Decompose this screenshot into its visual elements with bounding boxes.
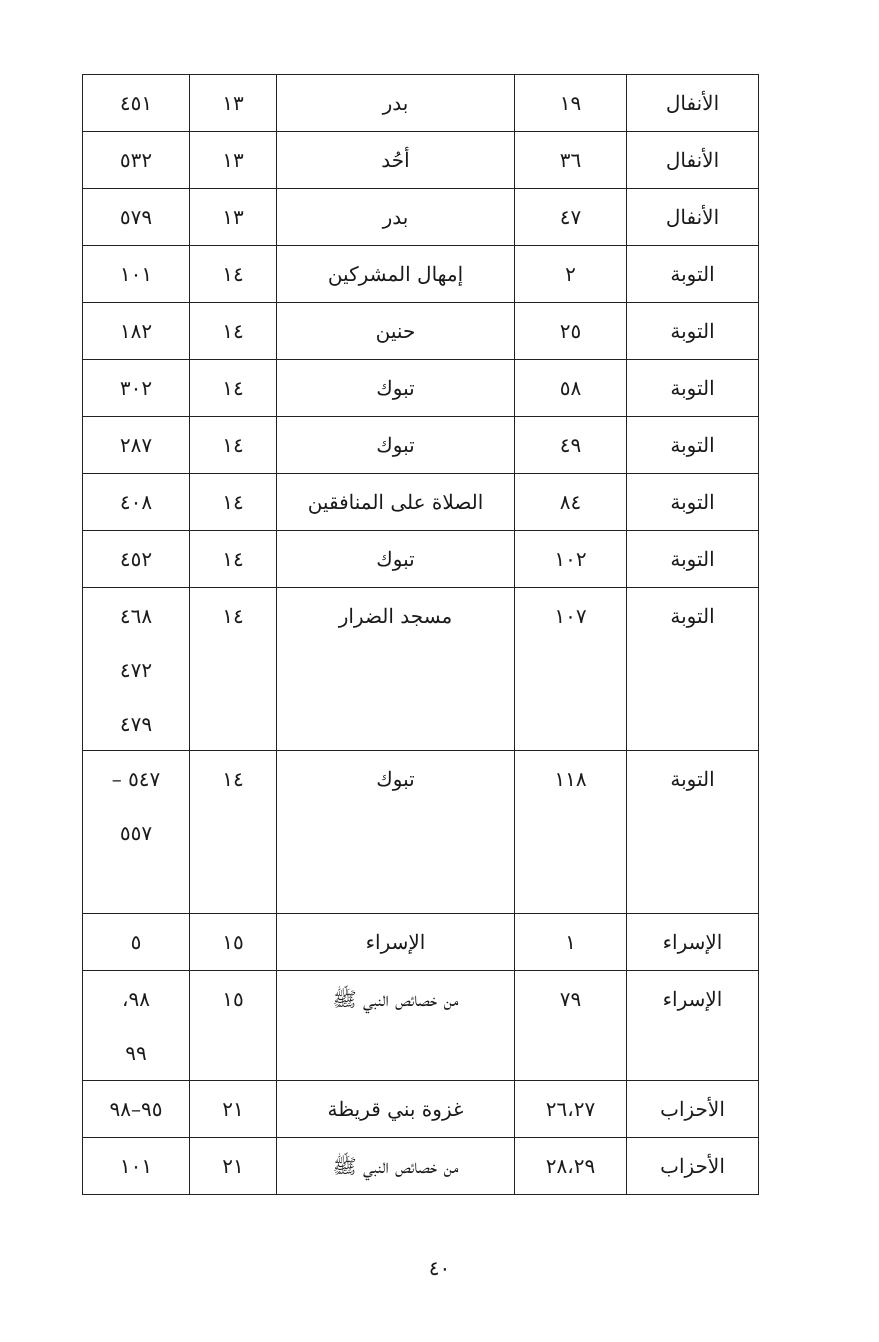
pages-cell	[83, 246, 190, 303]
topic-cell: تبوك	[277, 531, 515, 588]
part-cell: ١٥	[190, 914, 277, 971]
ayah-cell: ٥٨	[515, 360, 627, 417]
surah-cell: الأنفال	[627, 132, 759, 189]
page-ref: ٤٥١	[119, 91, 153, 115]
pages-cell	[83, 189, 190, 246]
page-ref: ٩٩	[125, 1041, 147, 1065]
table-row	[83, 132, 759, 189]
table-row	[83, 751, 759, 914]
ayah-cell: ١٩	[515, 75, 627, 132]
index-table-body	[83, 75, 759, 1195]
table-row	[83, 588, 759, 751]
table-row	[83, 914, 759, 971]
table-row	[83, 303, 759, 360]
surah-cell: الأحزاب	[627, 1138, 759, 1195]
table-row	[83, 360, 759, 417]
table-row	[83, 474, 759, 531]
pages-cell	[83, 1081, 190, 1138]
table-row	[83, 971, 759, 1081]
surah-cell: التوبة	[627, 751, 759, 914]
page-ref: ١٨٢	[119, 319, 153, 343]
pages-cell	[83, 303, 190, 360]
page-ref: ٩٥–٩٨	[109, 1097, 163, 1121]
part-cell: ١٣	[190, 132, 277, 189]
ayah-cell: ٢٦،٢٧	[515, 1081, 627, 1138]
ayah-cell: ١٠٧	[515, 588, 627, 751]
topic-cell: مسجد الضرار	[277, 588, 515, 751]
page-ref: ٥٧٩	[119, 205, 153, 229]
page-ref: ٩٨،	[122, 987, 150, 1011]
page-ref: ٥٣٢	[119, 148, 153, 172]
topic-cell: بدر	[277, 75, 515, 132]
ayah-cell: ١	[515, 914, 627, 971]
topic-cell: غزوة بني قريظة	[277, 1081, 515, 1138]
ayah-cell: ١١٨	[515, 751, 627, 914]
page-ref: ٥	[130, 930, 142, 954]
part-cell: ١٤	[190, 417, 277, 474]
surah-cell: التوبة	[627, 417, 759, 474]
surah-cell: الإسراء	[627, 971, 759, 1081]
part-cell: ١٤	[190, 360, 277, 417]
ayah-cell: ١٠٢	[515, 531, 627, 588]
surah-cell: التوبة	[627, 531, 759, 588]
surah-cell: الأنفال	[627, 189, 759, 246]
topic-cell: بدر	[277, 189, 515, 246]
ayah-cell: ٢٥	[515, 303, 627, 360]
pages-cell	[83, 971, 190, 1081]
table-row	[83, 1081, 759, 1138]
topic-cell: الإسراء	[277, 914, 515, 971]
index-table	[82, 74, 759, 1195]
pages-cell	[83, 1138, 190, 1195]
topic-cell: تبوك	[277, 360, 515, 417]
topic-cell: أحُد	[277, 132, 515, 189]
ayah-cell: ٤٩	[515, 417, 627, 474]
page-number: ٤٠	[428, 1256, 451, 1280]
pages-cell	[83, 751, 190, 914]
ayah-cell: ٧٩	[515, 971, 627, 1081]
part-cell: ٢١	[190, 1081, 277, 1138]
ayah-cell: ٣٦	[515, 132, 627, 189]
topic-cell: تبوك	[277, 751, 515, 914]
part-cell: ١٤	[190, 751, 277, 914]
pages-cell	[83, 417, 190, 474]
page-ref: ١٠١	[119, 1154, 153, 1178]
ayah-cell: ٢	[515, 246, 627, 303]
topic-cell: الصلاة على المنافقين	[277, 474, 515, 531]
page-ref: ٥٥٧	[119, 821, 153, 845]
ayah-cell: ٤٧	[515, 189, 627, 246]
page-ref: ٤٠٨	[119, 490, 153, 514]
part-cell: ١٥	[190, 971, 277, 1081]
page-ref: ٤٧٢	[119, 658, 153, 682]
part-cell: ١٤	[190, 246, 277, 303]
part-cell: ١٤	[190, 474, 277, 531]
page-ref: ٥٤٧ –	[111, 767, 161, 791]
pages-cell	[83, 474, 190, 531]
pages-cell	[83, 588, 190, 751]
page-ref: ٤٦٨	[119, 604, 153, 628]
surah-cell: الأنفال	[627, 75, 759, 132]
pages-cell	[83, 360, 190, 417]
part-cell: ١٣	[190, 189, 277, 246]
pages-cell	[83, 75, 190, 132]
ayah-cell: ٨٤	[515, 474, 627, 531]
table-row	[83, 531, 759, 588]
part-cell: ٢١	[190, 1138, 277, 1195]
pages-cell	[83, 132, 190, 189]
table-row	[83, 246, 759, 303]
table-row	[83, 75, 759, 132]
pages-cell	[83, 914, 190, 971]
page-ref: ٤٥٢	[119, 547, 153, 571]
topic-cell: من خصائص النبي ﷺ	[277, 1138, 515, 1195]
topic-cell: من خصائص النبي ﷺ	[277, 971, 515, 1081]
table-row	[83, 189, 759, 246]
part-cell: ١٤	[190, 588, 277, 751]
table-row	[83, 1138, 759, 1195]
part-cell: ١٣	[190, 75, 277, 132]
surah-cell: التوبة	[627, 474, 759, 531]
surah-cell: التوبة	[627, 588, 759, 751]
topic-cell: حنين	[277, 303, 515, 360]
page-ref: ٤٧٩	[119, 712, 153, 736]
page-ref: ١٠١	[119, 262, 153, 286]
topic-cell: تبوك	[277, 417, 515, 474]
ayah-cell: ٢٨،٢٩	[515, 1138, 627, 1195]
topic-cell: إمهال المشركين	[277, 246, 515, 303]
surah-cell: التوبة	[627, 360, 759, 417]
part-cell: ١٤	[190, 303, 277, 360]
pages-cell	[83, 531, 190, 588]
page-ref: ٢٨٧	[119, 433, 153, 457]
surah-cell: التوبة	[627, 246, 759, 303]
page-ref: ٣٠٢	[119, 376, 153, 400]
surah-cell: التوبة	[627, 303, 759, 360]
part-cell: ١٤	[190, 531, 277, 588]
surah-cell: الأحزاب	[627, 1081, 759, 1138]
table-row	[83, 417, 759, 474]
surah-cell: الإسراء	[627, 914, 759, 971]
